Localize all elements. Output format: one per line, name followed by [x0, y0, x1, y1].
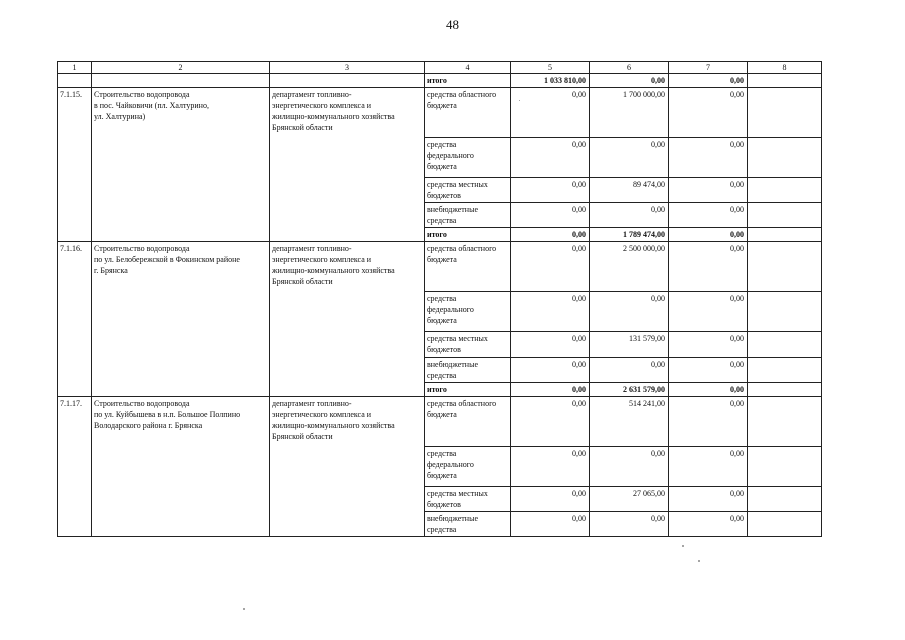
funding-source-label: средства областного бюджета — [425, 88, 511, 138]
project-executor: департамент топливно- энергетического комплекса и жилищно-коммунального хозяйства Брянской области — [270, 88, 425, 242]
value-col6: 0,00 — [590, 511, 669, 536]
value-col6: 0,00 — [590, 203, 669, 228]
column-number: 4 — [425, 62, 511, 74]
empty-cell — [748, 382, 822, 396]
value-col6: 2 631 579,00 — [590, 382, 669, 396]
column-number: 7 — [669, 62, 748, 74]
value-col7: 0,00 — [669, 382, 748, 396]
funding-source-label: средства местных бюджетов — [425, 486, 511, 511]
value-col5: 0,00 — [511, 88, 590, 138]
scan-speck — [243, 608, 245, 610]
funding-source-label: внебюджетные средства — [425, 511, 511, 536]
column-number: 3 — [270, 62, 425, 74]
value-col5: 0,00 — [511, 357, 590, 382]
value-col6: 0,00 — [590, 74, 669, 88]
value-col7: 0,00 — [669, 292, 748, 332]
value-col5: 0,00 — [511, 486, 590, 511]
empty-cell — [748, 396, 822, 446]
value-col7: 0,00 — [669, 74, 748, 88]
funding-source-label: средства федерального бюджета — [425, 446, 511, 486]
value-col6: 1 789 474,00 — [590, 228, 669, 242]
value-col7: 0,00 — [669, 446, 748, 486]
empty-cell — [748, 446, 822, 486]
value-col5: 0,00 — [511, 446, 590, 486]
value-col6: 0,00 — [590, 138, 669, 178]
budget-table — [57, 61, 822, 537]
empty-cell — [748, 138, 822, 178]
scan-speck — [682, 545, 684, 547]
project-name: Строительство водопровода по ул. Белобережской в Фокинском районе г. Брянска — [92, 242, 270, 396]
value-col5: 0,00 — [511, 382, 590, 396]
empty-cell — [748, 486, 822, 511]
column-number: 6 — [590, 62, 669, 74]
column-number: 1 — [58, 62, 92, 74]
value-col6: 514 241,00 — [590, 396, 669, 446]
column-number: 2 — [92, 62, 270, 74]
project-executor: департамент топливно- энергетического комплекса и жилищно-коммунального хозяйства Брянской области — [270, 242, 425, 396]
empty-cell — [748, 511, 822, 536]
value-col5: 0,00 — [511, 228, 590, 242]
value-col7: 0,00 — [669, 242, 748, 292]
project-id: 7.1.15. — [58, 88, 92, 242]
column-number: 8 — [748, 62, 822, 74]
value-col7: 0,00 — [669, 138, 748, 178]
source-row — [58, 396, 822, 446]
empty-cell — [92, 74, 270, 88]
empty-cell — [748, 178, 822, 203]
total-row — [58, 74, 822, 88]
value-col7: 0,00 — [669, 511, 748, 536]
value-col5: 1 033 810,00 — [511, 74, 590, 88]
value-col6: 1 700 000,00 — [590, 88, 669, 138]
column-number-row — [58, 62, 822, 74]
value-col7: 0,00 — [669, 332, 748, 357]
value-col5: 0,00 — [511, 292, 590, 332]
empty-cell — [748, 292, 822, 332]
value-col6: 0,00 — [590, 446, 669, 486]
funding-source-label: средства местных бюджетов — [425, 332, 511, 357]
project-name: Строительство водопровода в пос. Чайковичи (пл. Халтурино, ул. Халтурина) — [92, 88, 270, 242]
total-label: итого — [425, 228, 511, 242]
value-col5: 0,00 — [511, 203, 590, 228]
value-col6: 0,00 — [590, 357, 669, 382]
total-label: итого — [425, 382, 511, 396]
empty-cell — [270, 74, 425, 88]
funding-source-label: средства федерального бюджета — [425, 292, 511, 332]
project-id: 7.1.17. — [58, 396, 92, 536]
value-col6: 2 500 000,00 — [590, 242, 669, 292]
value-col7: 0,00 — [669, 357, 748, 382]
total-label: итого — [425, 74, 511, 88]
value-col6: 27 065,00 — [590, 486, 669, 511]
funding-source-label: внебюджетные средства — [425, 203, 511, 228]
project-id: 7.1.16. — [58, 242, 92, 396]
funding-source-label: внебюджетные средства — [425, 357, 511, 382]
source-row — [58, 88, 822, 138]
table-body — [58, 62, 822, 537]
source-row — [58, 242, 822, 292]
value-col5: 0,00 — [511, 242, 590, 292]
empty-cell — [748, 203, 822, 228]
empty-cell — [748, 228, 822, 242]
value-col7: 0,00 — [669, 203, 748, 228]
value-col7: 0,00 — [669, 396, 748, 446]
value-col5: 0,00 — [511, 138, 590, 178]
value-col5: 0,00 — [511, 332, 590, 357]
value-col6: 131 579,00 — [590, 332, 669, 357]
empty-cell — [748, 332, 822, 357]
value-col7: 0,00 — [669, 88, 748, 138]
value-col6: 0,00 — [590, 292, 669, 332]
value-col5: 0,00 — [511, 511, 590, 536]
empty-cell — [748, 74, 822, 88]
empty-cell — [748, 242, 822, 292]
project-name: Строительство водопровода по ул. Куйбышева в н.п. Большое Полпино Володарского района г. Брянска — [92, 396, 270, 536]
value-col7: 0,00 — [669, 486, 748, 511]
funding-source-label: средства областного бюджета — [425, 242, 511, 292]
project-executor: департамент топливно- энергетического комплекса и жилищно-коммунального хозяйства Брянской области — [270, 396, 425, 536]
page-number: 48 — [446, 17, 459, 32]
column-number: 5 — [511, 62, 590, 74]
value-col6: 89 474,00 — [590, 178, 669, 203]
funding-source-label: средства федерального бюджета — [425, 138, 511, 178]
scan-speck — [519, 100, 520, 101]
value-col5: 0,00 — [511, 396, 590, 446]
value-col5: 0,00 — [511, 178, 590, 203]
value-col7: 0,00 — [669, 178, 748, 203]
funding-source-label: средства местных бюджетов — [425, 178, 511, 203]
value-col7: 0,00 — [669, 228, 748, 242]
empty-cell — [748, 357, 822, 382]
empty-cell — [748, 88, 822, 138]
empty-cell — [58, 74, 92, 88]
scan-speck — [698, 560, 700, 562]
funding-source-label: средства областного бюджета — [425, 396, 511, 446]
